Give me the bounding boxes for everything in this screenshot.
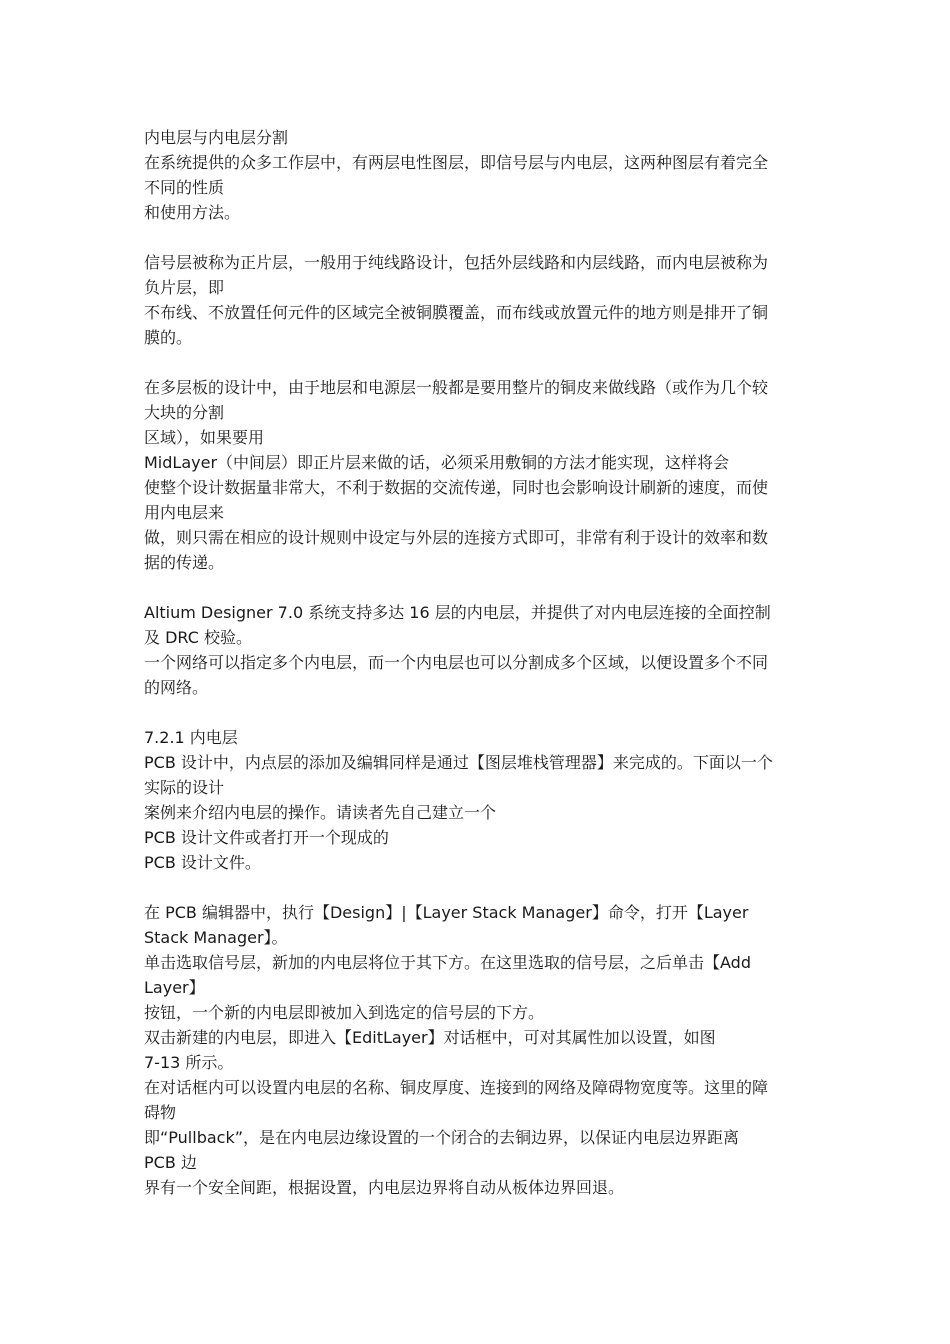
text-line: 按钮，一个新的内电层即被加入到选定的信号层的下方。 bbox=[144, 1003, 545, 1022]
paragraph-gap bbox=[144, 575, 810, 600]
text-line: PCB 设计文件或者打开一个现成的 bbox=[144, 828, 389, 847]
paragraph-gap bbox=[144, 350, 810, 375]
text-line: 膜的。 bbox=[144, 328, 193, 347]
paragraph-pcb-design bbox=[144, 750, 810, 875]
text-line: Layer】 bbox=[144, 978, 205, 997]
text-line: 实际的设计 bbox=[144, 778, 225, 797]
text-line: 7-13 所示。 bbox=[144, 1053, 234, 1072]
text-line: 双击新建的内电层，即进入【EditLayer】对话框中，可对其属性加以设置，如图 bbox=[144, 1028, 716, 1047]
text-line: PCB 设计中，内点层的添加及编辑同样是通过【图层堆栈管理器】来完成的。下面以一个 bbox=[144, 753, 773, 772]
text-line: 使整个设计数据量非常大，不利于数据的交流传递，同时也会影响设计刷新的速度，而使 bbox=[144, 478, 769, 497]
paragraph-gap bbox=[144, 700, 810, 725]
text-line: 一个网络可以指定多个内电层，而一个内电层也可以分割成多个区域，以便设置多个不同 bbox=[144, 653, 769, 672]
text-line: Altium Designer 7.0 系统支持多达 16 层的内电层，并提供了对内电层连接的全面控制 bbox=[144, 603, 771, 622]
text-line: 单击选取信号层，新加的内电层将位于其下方。在这里选取的信号层，之后单击【Add bbox=[144, 953, 751, 972]
paragraph-layer-stack-steps bbox=[144, 900, 810, 1200]
text-line: 在系统提供的众多工作层中，有两层电性图层，即信号层与内电层，这两种图层有着完全 bbox=[144, 153, 769, 172]
text-line: Stack Manager】。 bbox=[144, 928, 288, 947]
paragraph-multilayer-design bbox=[144, 375, 810, 575]
text-line: 做，则只需在相应的设计规则中设定与外层的连接方式即可，非常有利于设计的效率和数 bbox=[144, 528, 769, 547]
document-heading: 内电层与内电层分割 bbox=[144, 128, 289, 147]
text-line: 在对话框内可以设置内电层的名称、铜皮厚度、连接到的网络及障碍物宽度等。这里的障 bbox=[144, 1078, 769, 1097]
paragraph-altium-support bbox=[144, 600, 810, 700]
text-line: 即“Pullback”，是在内电层边缘设置的一个闭合的去铜边界，以保证内电层边界距离 bbox=[144, 1128, 740, 1147]
document-body bbox=[144, 125, 810, 1200]
text-line: 碍物 bbox=[144, 1103, 177, 1122]
text-line: 信号层被称为正片层，一般用于纯线路设计，包括外层线路和内层线路，而内电层被称为 bbox=[144, 253, 769, 272]
text-line: 和使用方法。 bbox=[144, 203, 241, 222]
paragraph-gap bbox=[144, 875, 810, 900]
paragraph-gap bbox=[144, 225, 810, 250]
section-title: 7.2.1 内电层 bbox=[144, 728, 238, 747]
text-line: 不布线、不放置任何元件的区域完全被铜膜覆盖，而布线或放置元件的地方则是排开了铜 bbox=[144, 303, 769, 322]
text-line: 及 DRC 校验。 bbox=[144, 628, 252, 647]
text-line: PCB 边 bbox=[144, 1153, 197, 1172]
text-line: 在 PCB 编辑器中，执行【Design】|【Layer Stack Manager】命令，打开【Layer bbox=[144, 903, 749, 922]
text-line: 在多层板的设计中，由于地层和电源层一般都是要用整片的铜皮来做线路（或作为几个较 bbox=[144, 378, 769, 397]
text-line: 区域），如果要用 bbox=[144, 428, 265, 447]
text-line: 大块的分割 bbox=[144, 403, 225, 422]
text-line: PCB 设计文件。 bbox=[144, 853, 261, 872]
text-line: 用内电层来 bbox=[144, 503, 225, 522]
text-line: 不同的性质 bbox=[144, 178, 225, 197]
text-line: 负片层，即 bbox=[144, 278, 225, 297]
text-line: 据的传递。 bbox=[144, 553, 225, 572]
paragraph-layer-types bbox=[144, 150, 810, 225]
text-line: 案例来介绍内电层的操作。请读者先自己建立一个 bbox=[144, 803, 497, 822]
text-line: MidLayer（中间层）即正片层来做的话，必须采用敷铜的方法才能实现，这样将会 bbox=[144, 453, 730, 472]
text-line: 的网络。 bbox=[144, 678, 209, 697]
paragraph-signal-vs-plane bbox=[144, 250, 810, 350]
text-line: 界有一个安全间距，根据设置，内电层边界将自动从板体边界回退。 bbox=[144, 1178, 625, 1197]
